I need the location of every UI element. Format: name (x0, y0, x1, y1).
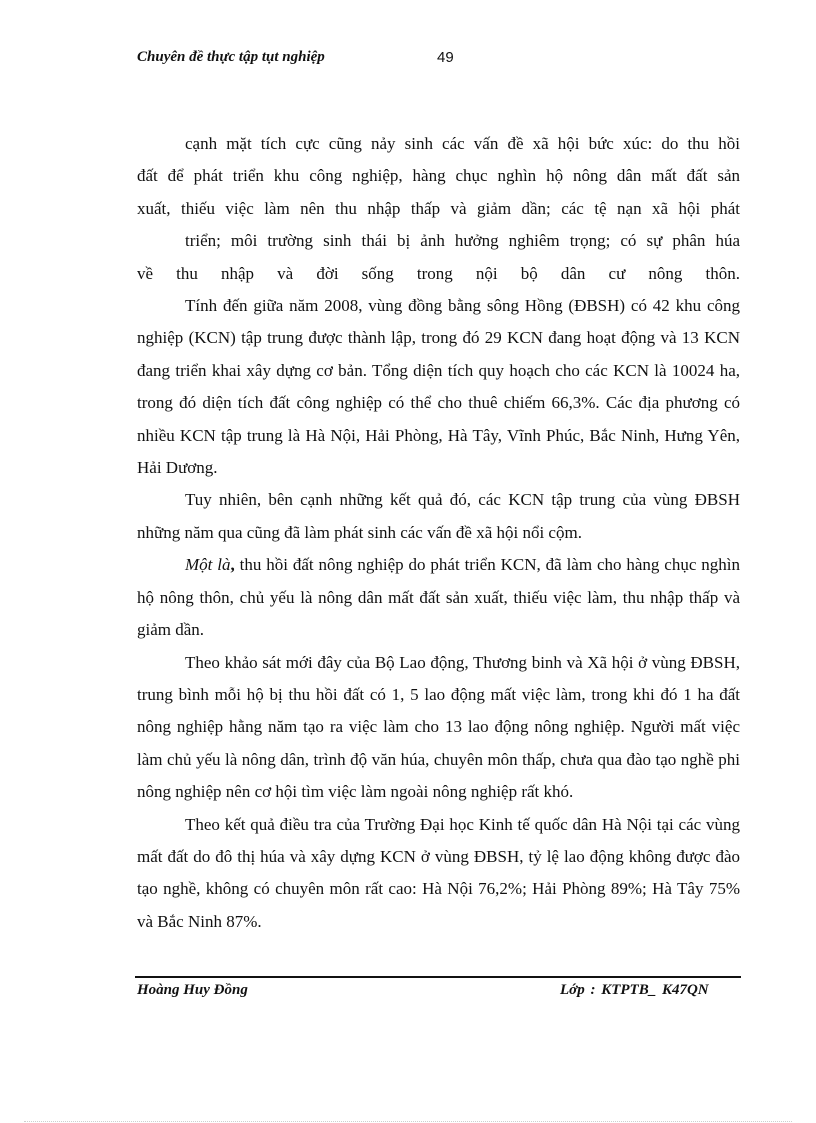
paragraph-1-line-2: đất để phát triển khu công nghiệp, hàng chục nghìn hộ nông dân mất đất sản (137, 166, 740, 186)
paragraph-7: Theo kết quả điều tra của Trường Đại học Kinh tế quốc dân Hà Nội tại các vùng mất đất do đô thị húa và xây dựng KCN ở vùng ĐBSH, tỷ lệ lao động không được đào tạo nghề, không có chuyên môn rất cao: Hà Nội 76,2%; Hải Phòng 89%; Hà Tây 75% và Bắc Ninh 87%. (137, 814, 740, 931)
paragraph-2-line-1: triển; môi trường sinh thái bị ảnh hưởng nghiêm trọng; có sự phân húa (185, 231, 740, 251)
footer-rule (135, 976, 741, 978)
paragraph-6: Theo khảo sát mới đây của Bộ Lao động, Thương binh và Xã hội ở vùng ĐBSH, trung bình mỗi hộ bị thu hồi đất có 1, 5 lao động mất việc làm, trong khi đó 1 ha đất nông nghiệp hằng năm tạo ra việc làm cho 13 lao động nông nghiệp. Người mất việc làm chủ yếu là nông dân, trình độ văn húa, chuyên môn thấp, chưa qua đào tạo nghề phi nông nghiệp nên cơ hội tìm việc làm ngoài nông nghiệp rất khó. (137, 652, 740, 802)
paragraph-5-comma: , (230, 555, 235, 575)
paragraph-5-lead: Một là (185, 555, 231, 575)
footer-class: Lớp : KTPTB_ K47QN (560, 982, 709, 998)
footer-author: Hoàng Huy Đồng (137, 982, 248, 998)
paragraph-2-line-2: về thu nhập và đời sống trong nội bộ dân cư nông thôn. (137, 263, 740, 283)
page-edge-divider (24, 1121, 792, 1122)
header-title: Chuyên đề thực tập tụt nghiệp (137, 49, 325, 65)
paragraph-1-line-3: xuất, thiếu việc làm nên thu nhập thấp và giảm dần; các tệ nạn xã hội phát (137, 198, 740, 218)
paragraph-3: Tính đến giữa năm 2008, vùng đồng bằng sông Hồng (ĐBSH) có 42 khu công nghiệp (KCN) tập trung được thành lập, trong đó 29 KCN đang hoạt động và 13 KCN đang triển khai xây dựng cơ bản. Tổng diện tích quy hoạch cho các KCN là 10024 ha, trong đó diện tích đất công nghiệp có thể cho thuê chiếm 66,3%. Các địa phương có nhiều KCN tập trung là Hà Nội, Hải Phòng, Hà Tây, Vĩnh Phúc, Bắc Ninh, Hưng Yên, Hải Dương. (137, 296, 740, 478)
paragraph-4: Tuy nhiên, bên cạnh những kết quả đó, các KCN tập trung của vùng ĐBSH những năm qua cũng đã làm phát sinh các vấn đề xã hội nổi cộm. (137, 490, 740, 542)
paragraph-5-rest: thu hồi đất nông nghiệp do phát triển KCN, đã làm cho hàng chục nghìn hộ nông thôn, chủ yếu là nông dân mất đất sản xuất, thiếu việc làm, thu nhập thấp và giảm dần. (137, 555, 740, 640)
paragraph-5 (137, 549, 740, 646)
page-number: 49 (437, 49, 454, 66)
paragraph-1-line-1: cạnh mặt tích cực cũng nảy sinh các vấn đề xã hội bức xúc: do thu hồi (185, 134, 740, 153)
body-text (137, 128, 740, 938)
